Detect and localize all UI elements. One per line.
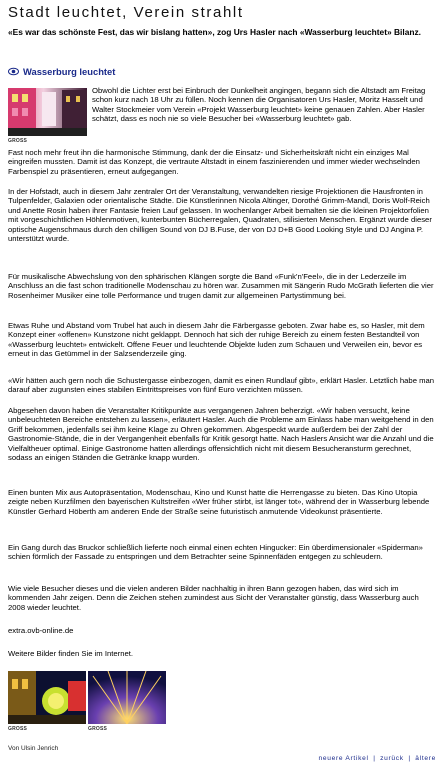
gallery-photo[interactable]	[88, 671, 166, 724]
article-title: Stadt leuchtet, Verein strahlt	[8, 4, 244, 21]
paragraph: «Wir hätten auch gern noch die Schustergasse einbezogen, damit es einen Rundlauf gibt», erklärt Hasler. Letztlich habe man darauf aber zugunsten eines stabilen Eintrittspreises von fünf Euro verzichten müssen.	[8, 376, 435, 395]
article-navigation	[319, 755, 436, 762]
older-articles-link[interactable]: ältere	[415, 755, 436, 762]
paragraph: Für musikalische Abwechslung von den sphärischen Klängen sorgte die Band «Funk'n'Feel», die in der Lederzeile im Anschluss an die fast schon traditionelle Modenschau zu hören war. Zusammen mit Sängerin Rudo McGrath lieferten die vier Rosenheimer Musiker eine tolle Performance und trugen damit zur allgemeinen Partystimmung bei.	[8, 272, 434, 300]
paragraph: Wie viele Besucher dieses und die vielen anderen Bilder nachhaltig in ihren Bann gezogen haben, das wird sich im kommenden Jahr zeigen. Denn die Zeichen stehen zumindest aus Sicht der Veranstalter günstig, dass Wasserburg auch 2008 wieder leuchtet.	[8, 584, 419, 612]
newer-articles-link[interactable]: neuere Artikel	[318, 755, 369, 762]
byline: Von Ulsin Jenrich	[8, 745, 59, 752]
gallery-photo-credit: GROSS	[88, 726, 108, 732]
paragraph: Etwas Ruhe und Abstand vom Trubel hat auch in diesem Jahr die Färbergasse geboten. Zwar habe es, so Hasler, mit dem Konzept einer «offenen» Kunstzone nicht geklappt. Dennoch hat sich der ruhige Bereich zu einem festen Bestandteil von «Wasserburg leuchtet» entwickelt. Offene Feuer und leuchtende Objekte luden zum Schauen und Verweilen ein, bevor es erneut in das Getümmel in der Salzsenderzeile ging.	[8, 321, 425, 359]
section-link-label: Wasserburg leuchtet	[23, 66, 116, 77]
paragraph: Fast noch mehr freut ihn die harmonische Stimmung, dank der die Einsatz- und Sicherheitskräft nicht ein einziges Mal eingreifen mussten. Damit ist das Konzept, die vertraute Altstadt in einem faszinierenden und immer wieder wechselnden Farbenspiel zu präsentieren, erneut aufgegangen.	[8, 148, 420, 176]
section-link[interactable]	[8, 66, 115, 77]
nav-separator: |	[373, 755, 376, 762]
paragraph: Weitere Bilder finden Sie im Internet.	[8, 649, 134, 658]
nav-separator: |	[408, 755, 411, 762]
paragraph: Obwohl die Lichter erst bei Einbruch der Dunkelheit angingen, begann sich die Altstadt am Freitag schon kurz nach 18 Uhr zu füllen. Noch kennen die Organisatoren Urs Hasler, Moritz Hasselt und Walter Stockmeier vom Verein «Projekt Wasserburg leuchtet» keine genauen Zahlen. Aber Hasler schätzt, dass es noch nie so viele Besucher bei «Wasserburg leuchtet» gab.	[92, 86, 426, 124]
gallery-photo-credit: GROSS	[8, 726, 28, 732]
article-lead: «Es war das schönste Fest, das wir bislang hatten», zog Urs Hasler nach «Wasserburg leuchtet» Bilanz.	[8, 27, 421, 37]
paragraph: Abgesehen davon haben die Veranstalter Kritikpunkte aus vergangenen Jahren beherzigt. «Wir haben versucht, keine unbeleuchteten Bereiche entstehen zu lassen», erläutert Hasler. Auch die Probleme am Einlass habe man weitgehend in den Griff bekommen, jedenfalls sei ihm keine Klage zu Ohren gekommen. Abgespeckt wurde außerdem bei der Zahl der Gastronomie-Stände, die in der Vergangenheit ebenfalls für Kritik gesorgt hatte. Nach Haslers Ansicht war die Anzahl und die Vielfaltheuer optimal. Einige Gastronome hatten allerdings offensichtlich nicht mit diesem Besucheransturm gerechnet, sodass an einigen Ständen die Getränke knapp wurden.	[8, 406, 434, 463]
gallery-photo[interactable]	[8, 671, 86, 724]
website-link[interactable]: extra.ovb-online.de	[8, 626, 74, 635]
photo-credit: GROSS	[8, 138, 28, 144]
article-photo[interactable]	[8, 88, 87, 136]
eye-icon	[8, 67, 19, 76]
paragraph: In der Hofstadt, auch in diesem Jahr zentraler Ort der Veranstaltung, verwandelten riesige Projektionen die Hausfronten in Tulpenfelder, Galaxien oder orientalische Städte. Die Künstlerinnen Nicola Altinger, Dorothé Grimm-Mandl, Doris Wolf-Reich und Anette Rosin haben ihrer Fantasie freien Lauf gelassen. In wochenlanger Arbeit bemalten sie die kleinen Projektorfolien mit vorgeschichtlichen Höhlenmotiven, kunterbunten Bücherregalen, Quadraten, stilisierten Menschen. Ergänzt wurde dieser optische Augenschmaus durch den chilligen Sound von DJ B.Fuse, der von DJ D+B Good Looking Style und DJ Angina P. unterstützt wurde.	[8, 187, 432, 244]
paragraph: Ein Gang durch das Bruckor schließlich lieferte noch einmal einen echten Hingucker: Ein überdimensionaler «Spiderman» schien förmlich der Fassade zu entspringen und dem Betrachter seine Spinnenfäden entgegen zu schleudern.	[8, 543, 423, 562]
back-link[interactable]: zurück	[380, 755, 404, 762]
paragraph: Einen bunten Mix aus Autopräsentation, Modenschau, Kino und Kunst hatte die Herrengasse zu bieten. Das Kino Utopia zeigte neben Kurzfilmen den bayerischen Kultstreifen «Wer früher stirbt, ist länger tot», während der in Wasserburg lebende Künstler Gerhard Höberth am anderen Ende der Straße seine futuristisch anmutende Videokunst präsentierte.	[8, 488, 430, 516]
